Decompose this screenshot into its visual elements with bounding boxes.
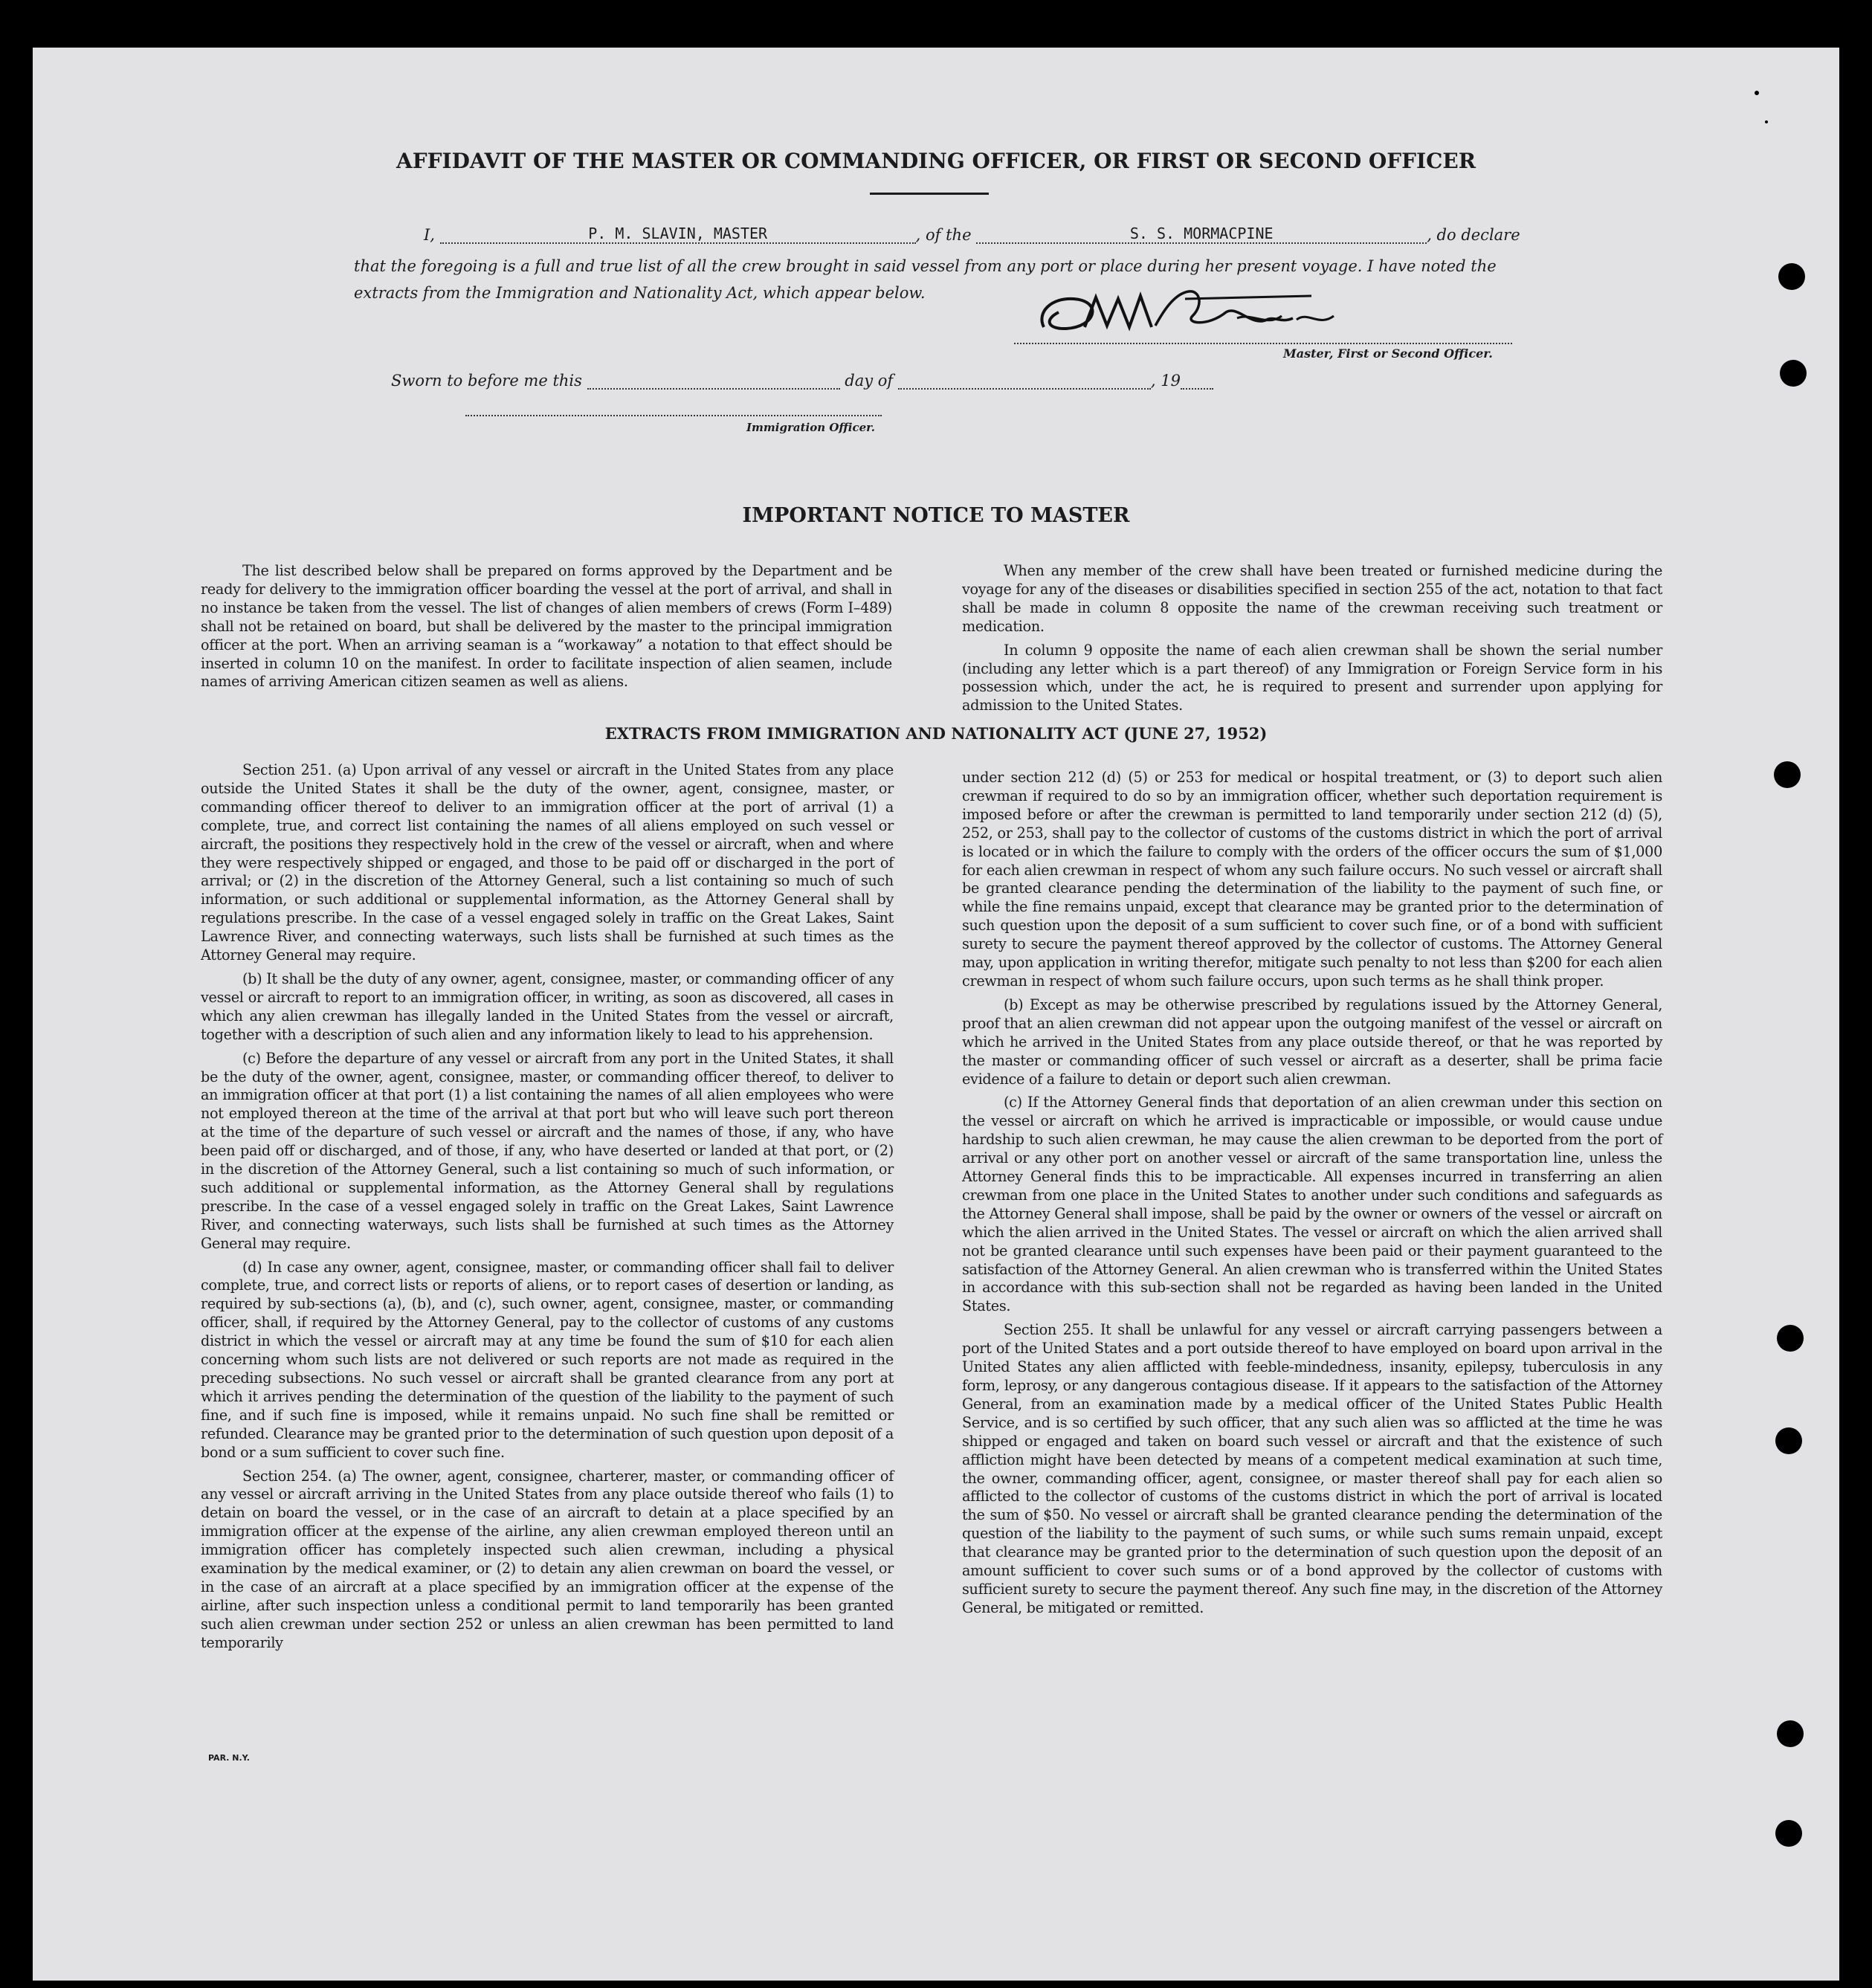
of-the-text: , of the bbox=[915, 226, 972, 244]
extracts-title: EXTRACTS FROM IMMIGRATION AND NATIONALITY ACT (JUNE 27, 1952) bbox=[604, 724, 1268, 743]
punch-hole bbox=[1780, 360, 1807, 387]
signature-line bbox=[1014, 343, 1512, 344]
notice-left-paragraph: The list described below shall be prepared on forms approved by the Department and be ready for delivery to the immigration officer boarding the vessel at the port of arrival, and shall in no instance be taken from the vessel. The list of changes of alien members of crews (Form I–489) shall not be retained on board, but shall be delivered by the master to the principal immigration officer at the port. When an arriving seaman is a “workaway” a notation to that effect should be inserted in column 10 on the manifest. In order to facilitate inspection of alien seamen, include names of arriving American citizen seamen as well as aliens. bbox=[201, 562, 892, 691]
section-254-a: Section 254. (a) The owner, agent, consignee, charterer, master, or commanding officer of any vessel or aircraft arriving in the United States from any place outside thereof who fails (1) to detain on board the vessel, or in the case of an aircraft to detain at a place specified by an immigration officer at the expense of the airline, any alien crewman employed thereon until an immigration officer has completely inspected such alien crewman, including a physical examination by the medical examiner, or (2) to detain any alien crewman on board the vessel, or in the case of an aircraft at a place specified by an immigration officer at the expense of the airline, after such inspection unless a conditional permit to land temporarily has been granted such alien crewman under section 252 or unless an alien crewman has been permitted to land temporarily bbox=[201, 1467, 894, 1651]
signature-image bbox=[1014, 283, 1497, 342]
section-255: Section 255. It shall be unlawful for any vessel or aircraft carrying passengers between a port of the United States and a port outside thereof to have employed on board upon arrival in the United States any alien afflicted with feeble-mindedness, insanity, epilepsy, tuberculosis in any form, leprosy, or any dangerous contagious disease. If it appears to the satisfaction of the Attorney General, from an examination made by a medical officer of the United States Public Health Service, and is so certified by such officer, that any such alien was so afflicted at the time he was shipped or engaged and taken on board such vessel or aircraft and that the existence of such affliction might have been detected by means of a competent medical examination at such time, the owner, commanding officer, agent, consignee, or master thereof shall pay for each alien so afflicted to the collector of customs of the customs district in which the port of arrival is located the sum of $50. No vessel or aircraft shall be granted clearance pending the determination of the question of the liability to the payment of such sums, or while such sums remain unpaid, except that clearance may be granted prior to the determination of such question upon the deposit of an amount sufficient to cover such sums or of a bond approved by the collector of customs with sufficient surety to secure the payment thereof. Any such fine may, in the discretion of the Attorney General, be mitigated or remitted. bbox=[962, 1321, 1662, 1616]
section-254-a-continued: under section 212 (d) (5) or 253 for medical or hospital treatment, or (3) to deport such alien crewman if required to do so by an immigration officer, whether such deportation requirement is imposed before or after the crewman is permitted to land temporarily under section 212 (d) (5), 252, or 253, shall pay to the collector of customs of the customs district in which the port of arrival is located or in which the failure to comply with the orders of the officer occurs the sum of $1,000 for each alien crewman in respect of whom any such failure occurs. No such vessel or aircraft shall be granted clearance pending the determination of the liability to the payment of such fine, or while the fine remains unpaid, except that clearance may be granted prior to the determination of such question upon the deposit of a sum sufficient to cover such fine, or of a bond with sufficient surety to secure the payment thereof approved by the collector of customs. The Attorney General may, upon application in writing therefor, mitigate such penalty to not less than $200 for each alien crewman in respect of whom such failure occurs, upon such terms as he shall think proper. bbox=[962, 769, 1662, 990]
form-title: AFFIDAVIT OF THE MASTER OR COMMANDING OFFICER, OR FIRST OR SECOND OFFICER bbox=[396, 149, 1476, 173]
punch-hole bbox=[1774, 761, 1801, 788]
signature-label: Master, First or Second Officer. bbox=[1283, 346, 1493, 361]
extracts-left-column bbox=[201, 761, 894, 1658]
form-page bbox=[33, 48, 1839, 1981]
declaration-statement: that the foregoing is a full and true list of all the crew brought in said vessel from any port or place during her present voyage. I have noted the extracts from the Immigration and Nationality Act, which appear below. bbox=[354, 257, 1497, 302]
sworn-month-field[interactable] bbox=[898, 375, 1151, 390]
punch-hole bbox=[1777, 1720, 1804, 1747]
speck-mark bbox=[1755, 91, 1759, 95]
immigration-officer-line[interactable] bbox=[465, 415, 882, 416]
section-254-c: (c) If the Attorney General finds that deportation of an alien crewman under this section on the vessel or aircraft on which he arrived is impracticable or impossible, or would cause undue hardship to such alien crewman, he may cause the alien crewman to be deported from the port of arrival or any other port on another vessel or aircraft of the same transportation line, unless the Attorney General finds this to be impracticable. All expenses incurred in transferring an alien crewman from one place in the United States to another under such conditions and safeguards as the Attorney General shall impose, shall be paid by the owner or owners of the vessel or aircraft on which the alien arrived in the United States. The vessel or aircraft on which the alien arrived shall not be granted clearance until such expenses have been paid or their payment guaranteed to the satisfaction of the Attorney General. An alien crewman who is transferred within the United States in accordance with this sub-section shall not be regarded as having been landed in the United States. bbox=[962, 1094, 1662, 1315]
sworn-line bbox=[391, 372, 1213, 390]
sworn-day-field[interactable] bbox=[587, 375, 840, 390]
notice-right-paragraph: In column 9 opposite the name of each alien crewman shall be shown the serial number (including any letter which is a part thereof) of any Immigration or Foreign Service form in his possession which, under the act, he is required to present and surrender upon applying for admission to the United States. bbox=[962, 641, 1662, 714]
immigration-officer-label: Immigration Officer. bbox=[746, 421, 875, 434]
notice-right-paragraph: When any member of the crew shall have been treated or furnished medicine during the voyage for any of the diseases or disabilities specified in section 255 of the act, notation to that fact shall be made in column 8 opposite the name of the crewman receiving such treatment or medication. bbox=[962, 562, 1662, 635]
notice-left-column bbox=[201, 562, 892, 697]
punch-hole bbox=[1778, 263, 1805, 290]
master-name-field[interactable]: P. M. SLAVIN, MASTER bbox=[440, 225, 916, 244]
printer-mark: PAR. N.Y. bbox=[208, 1753, 250, 1763]
punch-hole bbox=[1775, 1820, 1802, 1847]
declaration-prefix: I, bbox=[424, 226, 435, 244]
section-254-b: (b) Except as may be otherwise prescribed by regulations issued by the Attorney General, proof that an alien crewman did not appear upon the outgoing manifest of the vessel or aircraft on which he arrived in the United States from any place outside thereof, or that he was reported by the master or commanding officer of such vessel or aircraft as a deserter, shall be prima facie evidence of a failure to detain or deport such alien crewman. bbox=[962, 995, 1662, 1088]
vessel-name-field[interactable]: S. S. MORMACPINE bbox=[976, 225, 1427, 244]
section-251-a: Section 251. (a) Upon arrival of any vessel or aircraft in the United States from any place outside the United States it shall be the duty of the owner, agent, consignee, master, or commanding officer thereof to deliver to an immigration officer at the port of arrival (1) a complete, true, and correct list containing the names of all aliens employed on such vessel or aircraft, the positions they respectively hold in the crew of the vessel or aircraft, when and where they were respectively shipped or engaged, and those to be paid off or discharged in the port of arrival; or (2) in the discretion of the Attorney General, such a list containing so much of such information, or such additional or supplemental information, as the Attorney General shall by regulations prescribe. In the case of a vessel engaged solely in traffic on the Great Lakes, Saint Lawrence River, and connecting waterways, such lists shall be furnished at such times as the Attorney General may require. bbox=[201, 761, 894, 964]
title-rule bbox=[870, 193, 989, 195]
notice-right-column bbox=[962, 562, 1662, 720]
sworn-year-prefix: , 19 bbox=[1150, 372, 1181, 390]
speck-mark bbox=[1765, 120, 1768, 123]
punch-hole bbox=[1775, 1427, 1802, 1454]
punch-hole bbox=[1777, 1325, 1804, 1352]
section-251-d: (d) In case any owner, agent, consignee, master, or commanding officer shall fail to deliver complete, true, and correct lists or reports of aliens, or to report cases of desertion or landing, as required by sub-sections (a), (b), and (c), such owner, agent, consignee, master, or commanding officer, shall, if required by the Attorney General, pay to the collector of customs of any customs district in which the vessel or aircraft may at any time be found the sum of $10 for each alien concerning whom such lists are not delivered or such reports are not made as required in the preceding subsections. No such vessel or aircraft shall be granted clearance from any port at which it arrives pending the determination of the question of the liability to the payment of such fine, and if such fine is imposed, while it remains unpaid. No such fine shall be remitted or refunded. Clearance may be granted prior to the determination of such question upon deposit of a bond or a sum sufficient to cover such fine. bbox=[201, 1258, 894, 1461]
sworn-day-of: day of bbox=[845, 372, 894, 390]
extracts-right-column bbox=[962, 769, 1662, 1623]
section-251-b: (b) It shall be the duty of any owner, agent, consignee, master, or commanding officer of any vessel or aircraft to report to an immigration officer, in writing, as soon as discovered, all cases in which any alien crewman has illegally landed in the United States from the vessel or aircraft, together with a description of such alien and any information likely to lead to his apprehension. bbox=[201, 969, 894, 1043]
sworn-year-field[interactable] bbox=[1181, 375, 1213, 390]
notice-title: IMPORTANT NOTICE TO MASTER bbox=[742, 504, 1130, 527]
declaration-line bbox=[424, 225, 1520, 244]
do-declare-text: , do declare bbox=[1427, 226, 1520, 244]
sworn-lead: Sworn to before me this bbox=[391, 372, 582, 390]
section-251-c: (c) Before the departure of any vessel or aircraft from any port in the United States, it shall be the duty of the owner, agent, consignee, master, or commanding officer thereof, to deliver to an immigration officer at that port (1) a list containing the names of all alien employees who were not employed thereon at the time of the arrival at that port but who will leave such port thereon at the time of the departure of such vessel or aircraft and the names of those, if any, who have been paid off or discharged, and of those, if any, who have deserted or landed at that port, or (2) in the discretion of the Attorney General, such a list containing so much of such information, or such additional or supplemental information, as the Attorney General shall by regulations prescribe. In the case of a vessel engaged solely in traffic on the Great Lakes, Saint Lawrence River, and connecting waterways, such lists shall be furnished at such times as the Attorney General may require. bbox=[201, 1049, 894, 1252]
